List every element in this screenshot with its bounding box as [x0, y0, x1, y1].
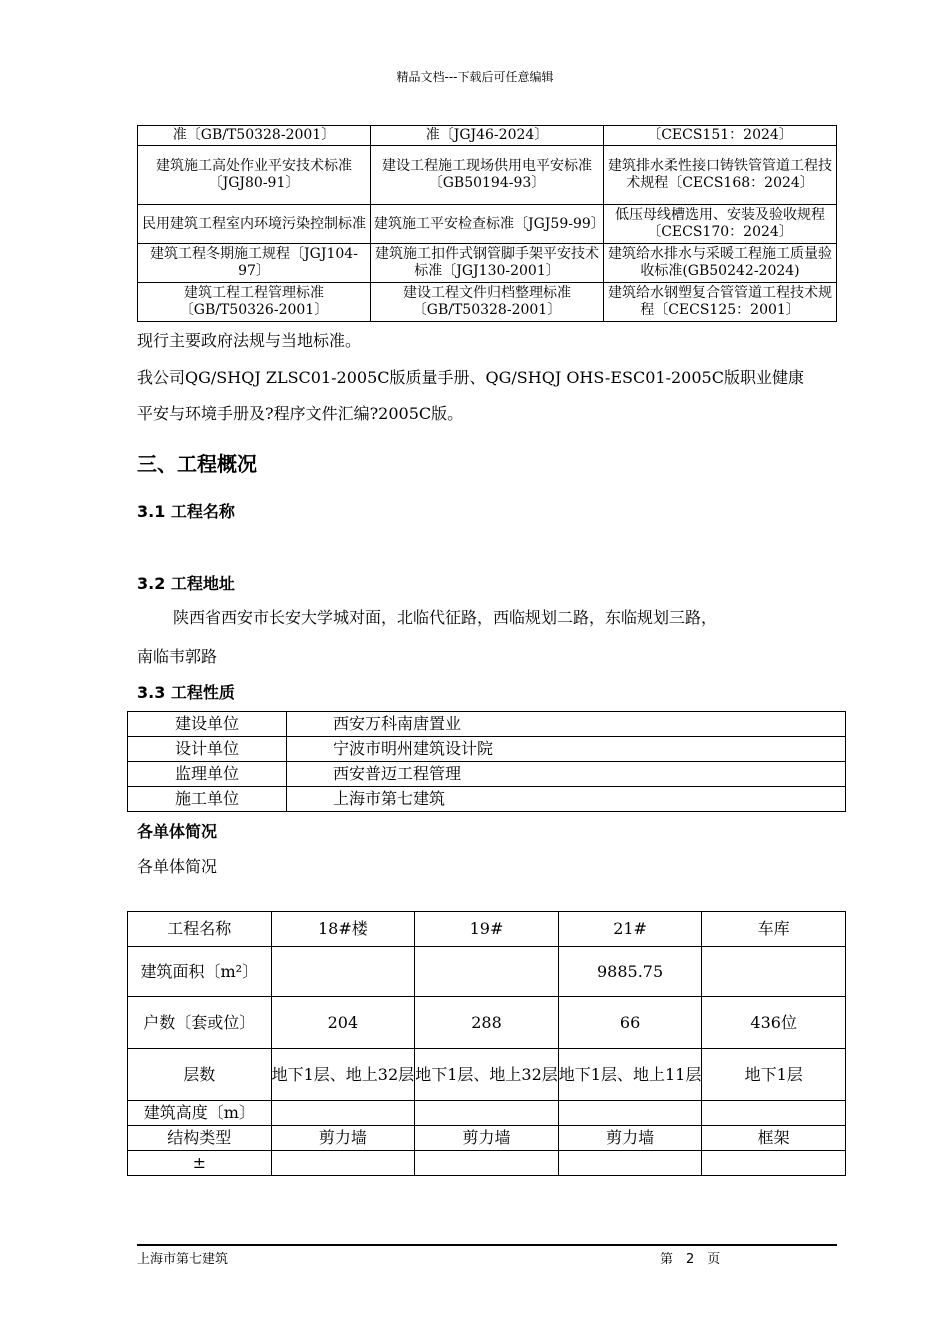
table-row — [128, 1049, 846, 1101]
table-cell: 建筑排水柔性接口铸铁管管道工程技术规程〔CECS168：2024〕 — [604, 146, 837, 205]
table-cell — [415, 1101, 559, 1126]
table-cell: 施工单位 — [128, 787, 287, 812]
table-cell: 建设工程施工现场供用电平安标准〔GB50194-93〕 — [371, 146, 604, 205]
table-row — [138, 146, 837, 205]
address-line1: 陕西省西安市长安大学城对面，北临代征路，西临规划二路，东临规划三路， — [173, 608, 718, 627]
table-cell: 剪力墙 — [415, 1126, 559, 1151]
table-cell: 建设单位 — [128, 712, 287, 737]
table-row — [128, 737, 846, 762]
table-cell: 建筑工程冬期施工规程〔JGJ104-97〕 — [138, 244, 371, 283]
table-cell: 建筑工程工程管理标准〔GB/T50326-2001〕 — [138, 283, 371, 322]
subheading: 各单体简况 — [137, 857, 218, 876]
table-cell: 〔CECS151：2024〕 — [604, 126, 837, 146]
table-header-cell: 工程名称 — [128, 912, 272, 947]
table-row — [128, 1151, 846, 1176]
table-cell: 建筑给水排水与采暖工程施工质量验收标准(GB50242-2024) — [604, 244, 837, 283]
page-number: 第 2 页 — [660, 1252, 721, 1267]
table-cell: 监理单位 — [128, 762, 287, 787]
table-row — [138, 205, 837, 244]
table-cell: 9885.75 — [558, 947, 702, 997]
table-row — [128, 712, 846, 737]
heading-project-nature: 3.3 工程性质 — [137, 683, 235, 702]
address-line2: 南临韦郭路 — [137, 647, 218, 666]
table-cell: 建筑施工高处作业平安技术标准〔JGJ80-91〕 — [138, 146, 371, 205]
footer-divider — [137, 1244, 837, 1246]
table-cell: 204 — [271, 997, 415, 1049]
participants-table — [127, 711, 846, 812]
table-cell: 框架 — [702, 1126, 846, 1151]
heading-project-name: 3.1 工程名称 — [137, 502, 235, 521]
buildings-table — [127, 911, 846, 1176]
section-title: 三、工程概况 — [137, 452, 257, 476]
table-cell: 建筑面积〔m²〕 — [128, 947, 272, 997]
table-cell: ± — [128, 1151, 272, 1176]
table-cell: 西安万科南唐置业 — [287, 712, 846, 737]
table-cell — [415, 947, 559, 997]
table-cell: 剪力墙 — [271, 1126, 415, 1151]
table-row — [128, 912, 846, 947]
table-cell: 层数 — [128, 1049, 272, 1101]
table-cell: 结构类型 — [128, 1126, 272, 1151]
table-cell: 上海市第七建筑 — [287, 787, 846, 812]
table-row — [138, 244, 837, 283]
table-cell — [702, 1101, 846, 1126]
table-header-cell: 18#楼 — [271, 912, 415, 947]
table-cell: 低压母线槽选用、安装及验收规程〔CECS170：2024〕 — [604, 205, 837, 244]
table-cell: 建筑施工扣件式钢管脚手架平安技术标准〔JGJ130-2001〕 — [371, 244, 604, 283]
table-cell — [271, 1101, 415, 1126]
table-row — [128, 1101, 846, 1126]
table-cell: 436位 — [702, 997, 846, 1049]
table-row — [128, 787, 846, 812]
table-row — [128, 947, 846, 997]
table-cell: 建筑施工平安检查标准〔JGJ59-99〕 — [371, 205, 604, 244]
table-header-cell: 19# — [415, 912, 559, 947]
table-cell: 288 — [415, 997, 559, 1049]
table-cell: 建筑给水钢塑复合管管道工程技术规程〔CECS125：2001〕 — [604, 283, 837, 322]
table-header-cell: 车库 — [702, 912, 846, 947]
table-row — [128, 762, 846, 787]
regulations-paragraph: 现行主要政府法规与当地标准。 — [137, 331, 362, 350]
table-cell: 地下1层、地上11层 — [558, 1049, 702, 1101]
table-cell — [271, 1151, 415, 1176]
table-cell — [271, 947, 415, 997]
table-cell — [558, 1151, 702, 1176]
table-row — [138, 283, 837, 322]
table-row — [128, 1126, 846, 1151]
table-cell: 准〔JGJ46-2024〕 — [371, 126, 604, 146]
table-cell: 准〔GB/T50328-2001〕 — [138, 126, 371, 146]
table-cell: 户数〔套或位〕 — [128, 997, 272, 1049]
table-cell: 设计单位 — [128, 737, 287, 762]
table-cell: 地下1层、地上32层 — [415, 1049, 559, 1101]
table-cell — [558, 1101, 702, 1126]
table-cell: 建筑高度〔m〕 — [128, 1101, 272, 1126]
table-cell: 建设工程文件归档整理标准〔GB/T50328-2001〕 — [371, 283, 604, 322]
table-row — [138, 126, 837, 146]
footer-company: 上海市第七建筑 — [137, 1252, 229, 1267]
table-row — [128, 997, 846, 1049]
table-cell — [702, 1151, 846, 1176]
table-cell — [415, 1151, 559, 1176]
header-note: 精品文档---下载后可任意编辑 — [396, 70, 554, 84]
table-header-cell: 21# — [558, 912, 702, 947]
table-cell: 宁波市明州建筑设计院 — [287, 737, 846, 762]
table-cell: 民用建筑工程室内环境污染控制标准 — [138, 205, 371, 244]
table-cell — [702, 947, 846, 997]
standards-table — [137, 125, 837, 322]
company-manual-line2: 平安与环境手册及?程序文件汇编?2005C版。 — [137, 404, 464, 423]
subheading-bold: 各单体简况 — [137, 822, 218, 841]
table-cell: 66 — [558, 997, 702, 1049]
table-cell: 剪力墙 — [558, 1126, 702, 1151]
company-manual-line1: 我公司QG/SHQJ ZLSC01-2005C版质量手册、QG/SHQJ OHS-ESC01-2005C版职业健康 — [137, 368, 804, 387]
table-cell: 地下1层、地上32层 — [271, 1049, 415, 1101]
heading-project-address: 3.2 工程地址 — [137, 574, 235, 593]
table-cell: 西安普迈工程管理 — [287, 762, 846, 787]
table-cell: 地下1层 — [702, 1049, 846, 1101]
